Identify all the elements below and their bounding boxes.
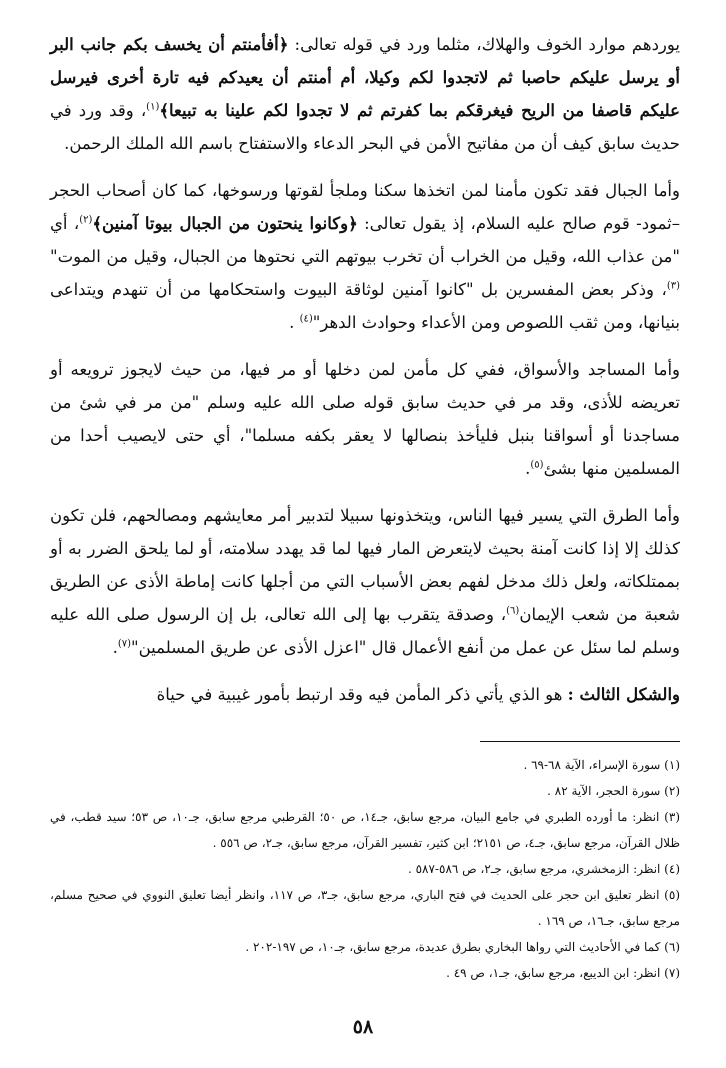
section-heading-third-form: والشكل الثالث :: [567, 685, 680, 704]
footnote-ref-6: (٦): [506, 605, 520, 617]
paragraph-5: [50, 678, 680, 711]
footnote-divider: [480, 741, 680, 742]
p2-mid: ، أي "من عذاب الله، وقيل من الخراب أن تخرب بيوتهم التي نحتوها من الجبال، وقيل من الموت": [50, 214, 680, 266]
p2-end: .: [289, 313, 300, 332]
page-content: [50, 28, 680, 986]
p2-before: وأما الجبال فقد تكون مأمنا لمن اتخذها سكنا وملجأ لقوتها ورسوخها، كما كان أصحاب الحجر –ثمود- قوم صالح عليه السلام، إذ يقول تعالى:: [50, 181, 680, 233]
p4-before: وأما الطرق التي يسير فيها الناس، ويتخذونها سبيلا لتدبير أمر معايشهم ومصالحهم، فلن تكون كذلك إلا إذا كانت آمنة بحيث لايتعرض المار فيها لما قد يهدد سلامته، أو لما يلحق الضرر به أو بممتلكاته، ولعل ذلك مدخل لفهم بعض الأسباب التي من أجلها كانت إماطة الأذى عن الطريق شعبة من شعب الإيمان: [50, 506, 680, 624]
p5-text: هو الذي يأتي ذكر المأمن فيه وقد ارتبط بأمور غيبية في حياة: [156, 685, 568, 704]
p1-after: ، وقد ورد في حديث سابق كيف أن من مفاتيح الأمن في البحر الدعاء والاستفتاح باسم الله الملك الرحمن.: [50, 101, 680, 153]
footnote-ref-5: (٥): [530, 459, 544, 471]
paragraph-2: [50, 174, 680, 339]
p1-before: يوردهم موارد الخوف والهلاك، مثلما ورد في قوله تعالى:: [288, 35, 681, 54]
page-number: ٥٨: [352, 1016, 374, 1038]
footnote-ref-4: (٤): [299, 313, 313, 325]
p2-after: ، وذكر بعض المفسرين بل "كانوا آمنين لوثاقة البيوت واستحكامها من أن تنهدم ويتداعى بنيانها، ومن ثقب اللصوص ومن الأعداء وحوادث الدهر": [50, 280, 680, 332]
footnote-ref-7: (٧): [117, 638, 132, 650]
footnote-4: (٤) انظر: الزمخشري، مرجع سابق، جـ٢، ص ٥٨٦-٥٨٧ .: [407, 862, 680, 876]
footnote-ref-3: (٣): [666, 280, 680, 292]
footnote-7: (٧) انظر: ابن الديبع، مرجع سابق، جـ١، ص ٤٩ .: [446, 966, 680, 980]
footnote-2: (٢) سورة الحجر، الآية ٨٢ .: [547, 784, 680, 798]
footnote-5: (٥) انظر تعليق ابن حجر على الحديث في فتح الباري، مرجع سابق، جـ٣، ص ١١٧، وانظر أيضا تعليق النووي في صحيح مسلم، مرجع سابق، جـ١٦، ص ١٦٩ .: [50, 888, 681, 928]
quran-verse-isra: ﴿أفأمنتم أن يخسف بكم جانب البر أو يرسل عليكم حاصبا ثم لاتجدوا لكم وكيلا، أم أمنتم أن يعيدكم فيه تارة أخرى فيرسل عليكم قاصفا من الريح فيغرقكم بما كفرتم ثم لا تجدوا لكم علينا به تبيعا﴾: [50, 35, 680, 120]
footnotes: [50, 752, 680, 986]
paragraph-1: [50, 28, 680, 160]
quran-verse-hijr: ﴿وكانوا ينحتون من الجبال بيوتا آمنين﴾: [92, 214, 358, 233]
p4-mid: ، وصدقة يتقرب بها إلى الله تعالى، بل إن الرسول صلى الله عليه وسلم لما سئل عن عمل من أنفع الأعمال قال "اعزل الأذى عن طريق المسلمين": [50, 605, 680, 657]
footnote-ref-1: (١): [146, 101, 160, 113]
footnote-6: (٦) كما في الأحاديث التي رواها البخاري بطرق عديدة، مرجع سابق، جـ١٠، ص ١٩٧-٢٠٢ .: [245, 940, 680, 954]
paragraph-4: [50, 499, 680, 664]
p3-before: وأما المساجد والأسواق، ففي كل مأمن لمن دخلها أو مر فيها، من حيث لايجوز ترويعه أو تعريضه للأذى، وقد مر في حديث سابق قوله صلى الله عليه وسلم "من مر في شئ من مساجدنا أو أسواقنا بنبل فليأخذ بنصالها لا يعقر بكفه مسلما"، أي حتى لايصيب أحدا من المسلمين منها بشئ: [50, 360, 680, 478]
paragraph-3: [50, 353, 680, 485]
footnote-3: (٣) انظر: ما أورده الطبري في جامع البيان، مرجع سابق، جـ١٤، ص ٥٠؛ القرطبي مرجع سابق، جـ١٠، ص ٥٣؛ سيد قطب، في ظلال القرآن، مرجع سابق، جـ٤، ص ٢١٥١؛ ابن كثير، تفسير القرآن، مرجع سابق، جـ٢، ص ٥٥٦ .: [50, 810, 680, 850]
p3-after: .: [525, 459, 531, 478]
footnote-1: (١) سورة الإسراء، الآية ٦٨-٦٩ .: [523, 758, 680, 772]
footnote-ref-2: (٢): [79, 214, 93, 226]
p4-after: .: [112, 638, 118, 657]
